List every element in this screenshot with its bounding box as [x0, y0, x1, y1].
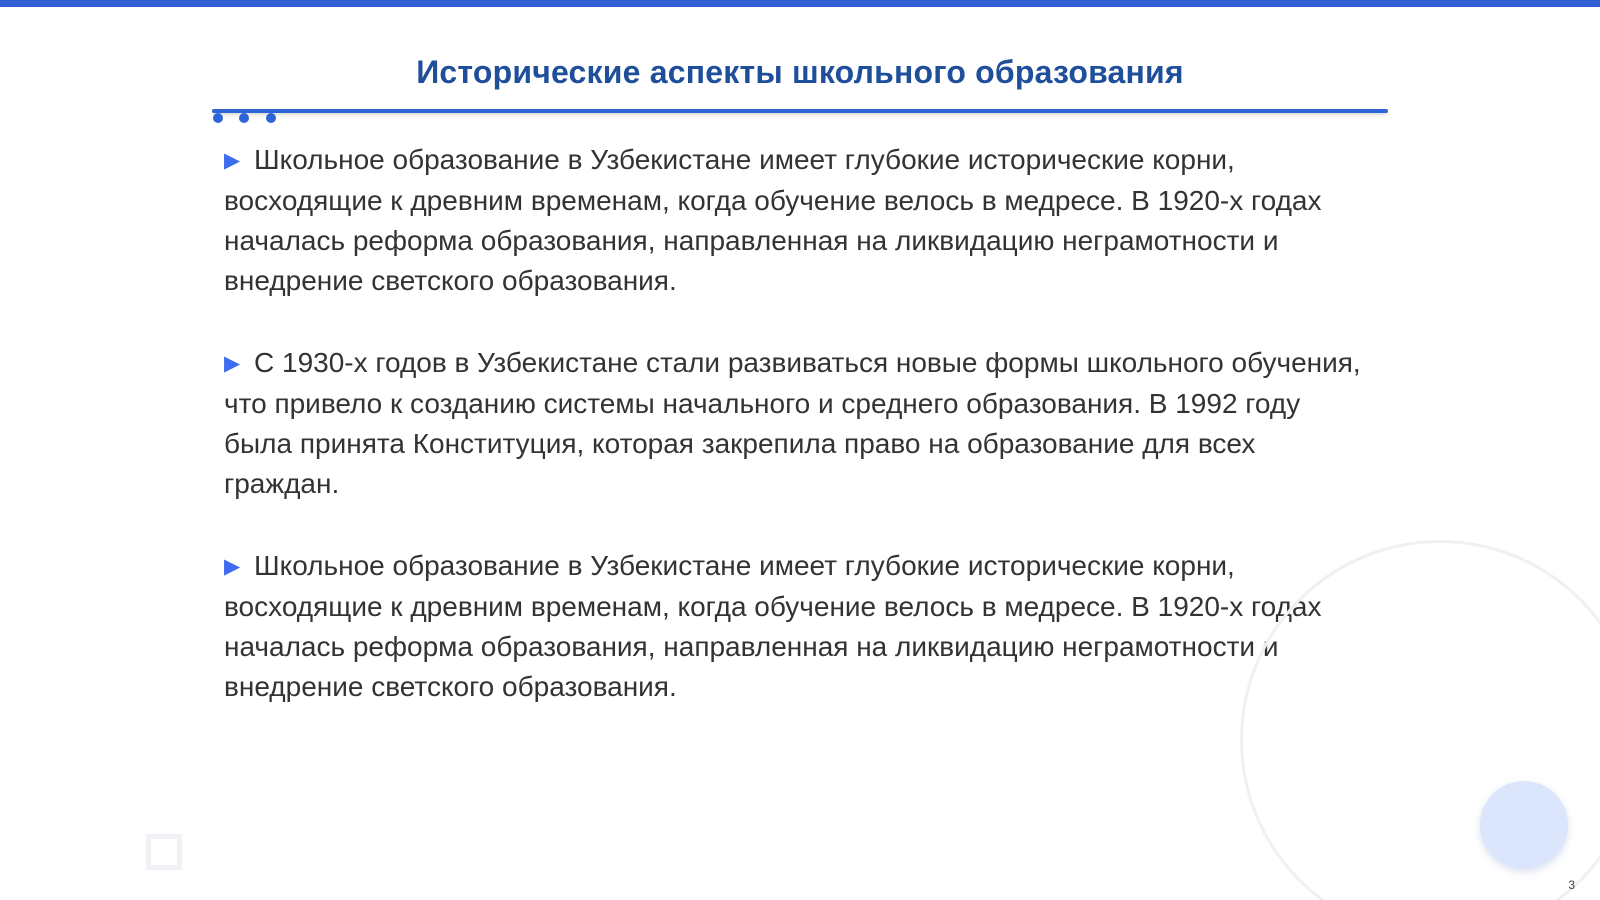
bullet-paragraph	[224, 546, 1364, 707]
slide-content	[224, 140, 1364, 749]
decor-dot	[239, 113, 249, 123]
page-number: 3	[1568, 878, 1575, 892]
top-accent-bar	[0, 0, 1600, 7]
bullet-paragraph	[224, 343, 1364, 504]
triangle-right-icon: ▶	[224, 555, 241, 578]
paragraph-text: С 1930-х годов в Узбекистане стали развиваться новые формы школьного обучения, что привело к созданию системы начального и среднего образования. В 1992 году была принята Конституция, которая закрепила право на образование для всех граждан.	[224, 347, 1361, 499]
bullet-paragraph	[224, 140, 1364, 301]
decor-dot	[266, 113, 276, 123]
decor-square	[146, 834, 182, 870]
decor-dot	[213, 113, 223, 123]
paragraph-text: Школьное образование в Узбекистане имеет глубокие исторические корни, восходящие к древним временам, когда обучение велось в медресе. В 1920-х годах началась реформа образования, направленная на ликвидацию неграмотности и внедрение светского образования.	[224, 144, 1322, 296]
triangle-right-icon: ▶	[224, 149, 241, 172]
title-underline	[212, 109, 1388, 113]
paragraph-text: Школьное образование в Узбекистане имеет глубокие исторические корни, восходящие к древним временам, когда обучение велось в медресе. В 1920-х годах началась реформа образования, направленная на ликвидацию неграмотности и внедрение светского образования.	[224, 550, 1322, 702]
slide-title: Исторические аспекты школьного образования	[416, 54, 1184, 90]
decor-circle	[1480, 781, 1568, 869]
triangle-right-icon: ▶	[224, 352, 241, 375]
